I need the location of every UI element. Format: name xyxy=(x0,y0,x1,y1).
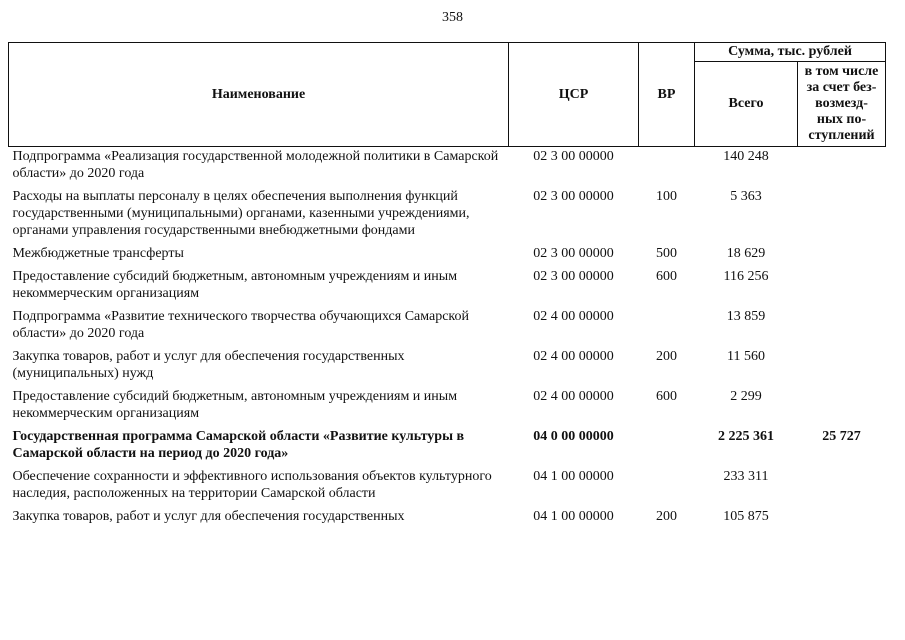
row-total: 105 875 xyxy=(723,509,769,524)
row-name: Предоставление субсидий бюджетным, автономным учреждениям и иным некоммерческим организациям xyxy=(12,389,458,421)
row-vr: 100 xyxy=(656,189,677,204)
row-free xyxy=(798,182,886,239)
row-csr: 02 4 00 00000 xyxy=(533,349,614,364)
row-csr: 02 3 00 00000 xyxy=(533,149,614,164)
row-name: Обеспечение сохранности и эффективного использования объектов культурного наследия, расположенных на территории Самарской области xyxy=(12,469,492,501)
table-row xyxy=(9,342,886,382)
row-name: Закупка товаров, работ и услуг для обеспечения государственных (муниципальных) нужд xyxy=(12,349,405,381)
row-csr: 04 1 00 00000 xyxy=(533,469,614,484)
row-vr xyxy=(639,462,695,502)
table-row xyxy=(9,462,886,502)
row-free xyxy=(798,302,886,342)
header-name: Наименование xyxy=(9,43,509,147)
row-total: 13 859 xyxy=(726,309,766,324)
table-row xyxy=(9,239,886,262)
row-vr: 600 xyxy=(656,389,677,404)
row-free xyxy=(798,342,886,382)
budget-table xyxy=(8,42,886,525)
row-total: 5 363 xyxy=(730,189,762,204)
row-csr: 02 3 00 00000 xyxy=(533,269,614,284)
row-free: 25 727 xyxy=(822,429,861,444)
header-free-line: в том числе xyxy=(804,64,879,79)
header-csr: ЦСР xyxy=(509,43,639,147)
header-total: Всего xyxy=(695,62,798,147)
row-total: 11 560 xyxy=(727,349,765,364)
row-csr: 02 3 00 00000 xyxy=(533,189,614,204)
table-row xyxy=(9,262,886,302)
row-name: Государственная программа Самарской области «Развитие культуры в Самарской области на период до 2020 года» xyxy=(12,429,465,461)
row-free xyxy=(798,147,886,183)
table-row xyxy=(9,422,886,462)
row-vr: 600 xyxy=(656,269,677,284)
table-body xyxy=(9,147,886,526)
header-sum-group: Сумма, тыс. рублей xyxy=(695,43,886,62)
table-row xyxy=(9,502,886,525)
row-name: Закупка товаров, работ и услуг для обеспечения государственных xyxy=(12,509,405,524)
row-csr: 04 1 00 00000 xyxy=(533,509,614,524)
row-total: 140 248 xyxy=(723,149,769,164)
row-vr xyxy=(639,147,695,183)
row-vr: 500 xyxy=(656,246,677,261)
row-csr: 02 4 00 00000 xyxy=(533,309,614,324)
table-row xyxy=(9,302,886,342)
header-free-line: ных по- xyxy=(816,112,867,127)
row-csr: 04 0 00 00000 xyxy=(533,429,614,444)
header-free xyxy=(798,62,886,147)
row-csr: 02 3 00 00000 xyxy=(533,246,614,261)
table-row xyxy=(9,182,886,239)
row-name: Предоставление субсидий бюджетным, автономным учреждениям и иным некоммерческим организациям xyxy=(12,269,458,301)
row-vr xyxy=(639,302,695,342)
row-name: Расходы на выплаты персоналу в целях обеспечения выполнения функций государственными (муниципальными) органами, казенными учреждениями, органами управления государственными внебюджетными фондами xyxy=(12,189,470,238)
table-header xyxy=(9,43,886,147)
row-name: Межбюджетные трансферты xyxy=(12,246,184,261)
row-total: 18 629 xyxy=(726,246,766,261)
row-vr xyxy=(639,422,695,462)
page-number: 358 xyxy=(442,10,463,25)
header-free-line: за счет без- xyxy=(806,80,877,95)
row-csr: 02 4 00 00000 xyxy=(533,389,614,404)
header-free-line: возмезд- xyxy=(815,96,868,111)
row-total: 233 311 xyxy=(723,469,769,484)
row-total: 2 225 361 xyxy=(718,429,774,444)
row-total: 116 256 xyxy=(723,269,769,284)
row-free xyxy=(798,502,886,525)
table-row xyxy=(9,147,886,183)
row-vr: 200 xyxy=(656,349,677,364)
row-name: Подпрограмма «Реализация государственной молодежной политики в Самарской области» до 2020 года xyxy=(12,149,499,181)
row-free xyxy=(798,239,886,262)
row-vr: 200 xyxy=(656,509,677,524)
row-name: Подпрограмма «Развитие технического творчества обучающихся Самарской области» до 2020 года xyxy=(12,309,470,341)
row-free xyxy=(798,262,886,302)
row-free xyxy=(798,462,886,502)
header-free-line: ступлений xyxy=(808,128,875,143)
table-row xyxy=(9,382,886,422)
row-free xyxy=(798,382,886,422)
row-total: 2 299 xyxy=(730,389,762,404)
header-vr: ВР xyxy=(639,43,695,147)
